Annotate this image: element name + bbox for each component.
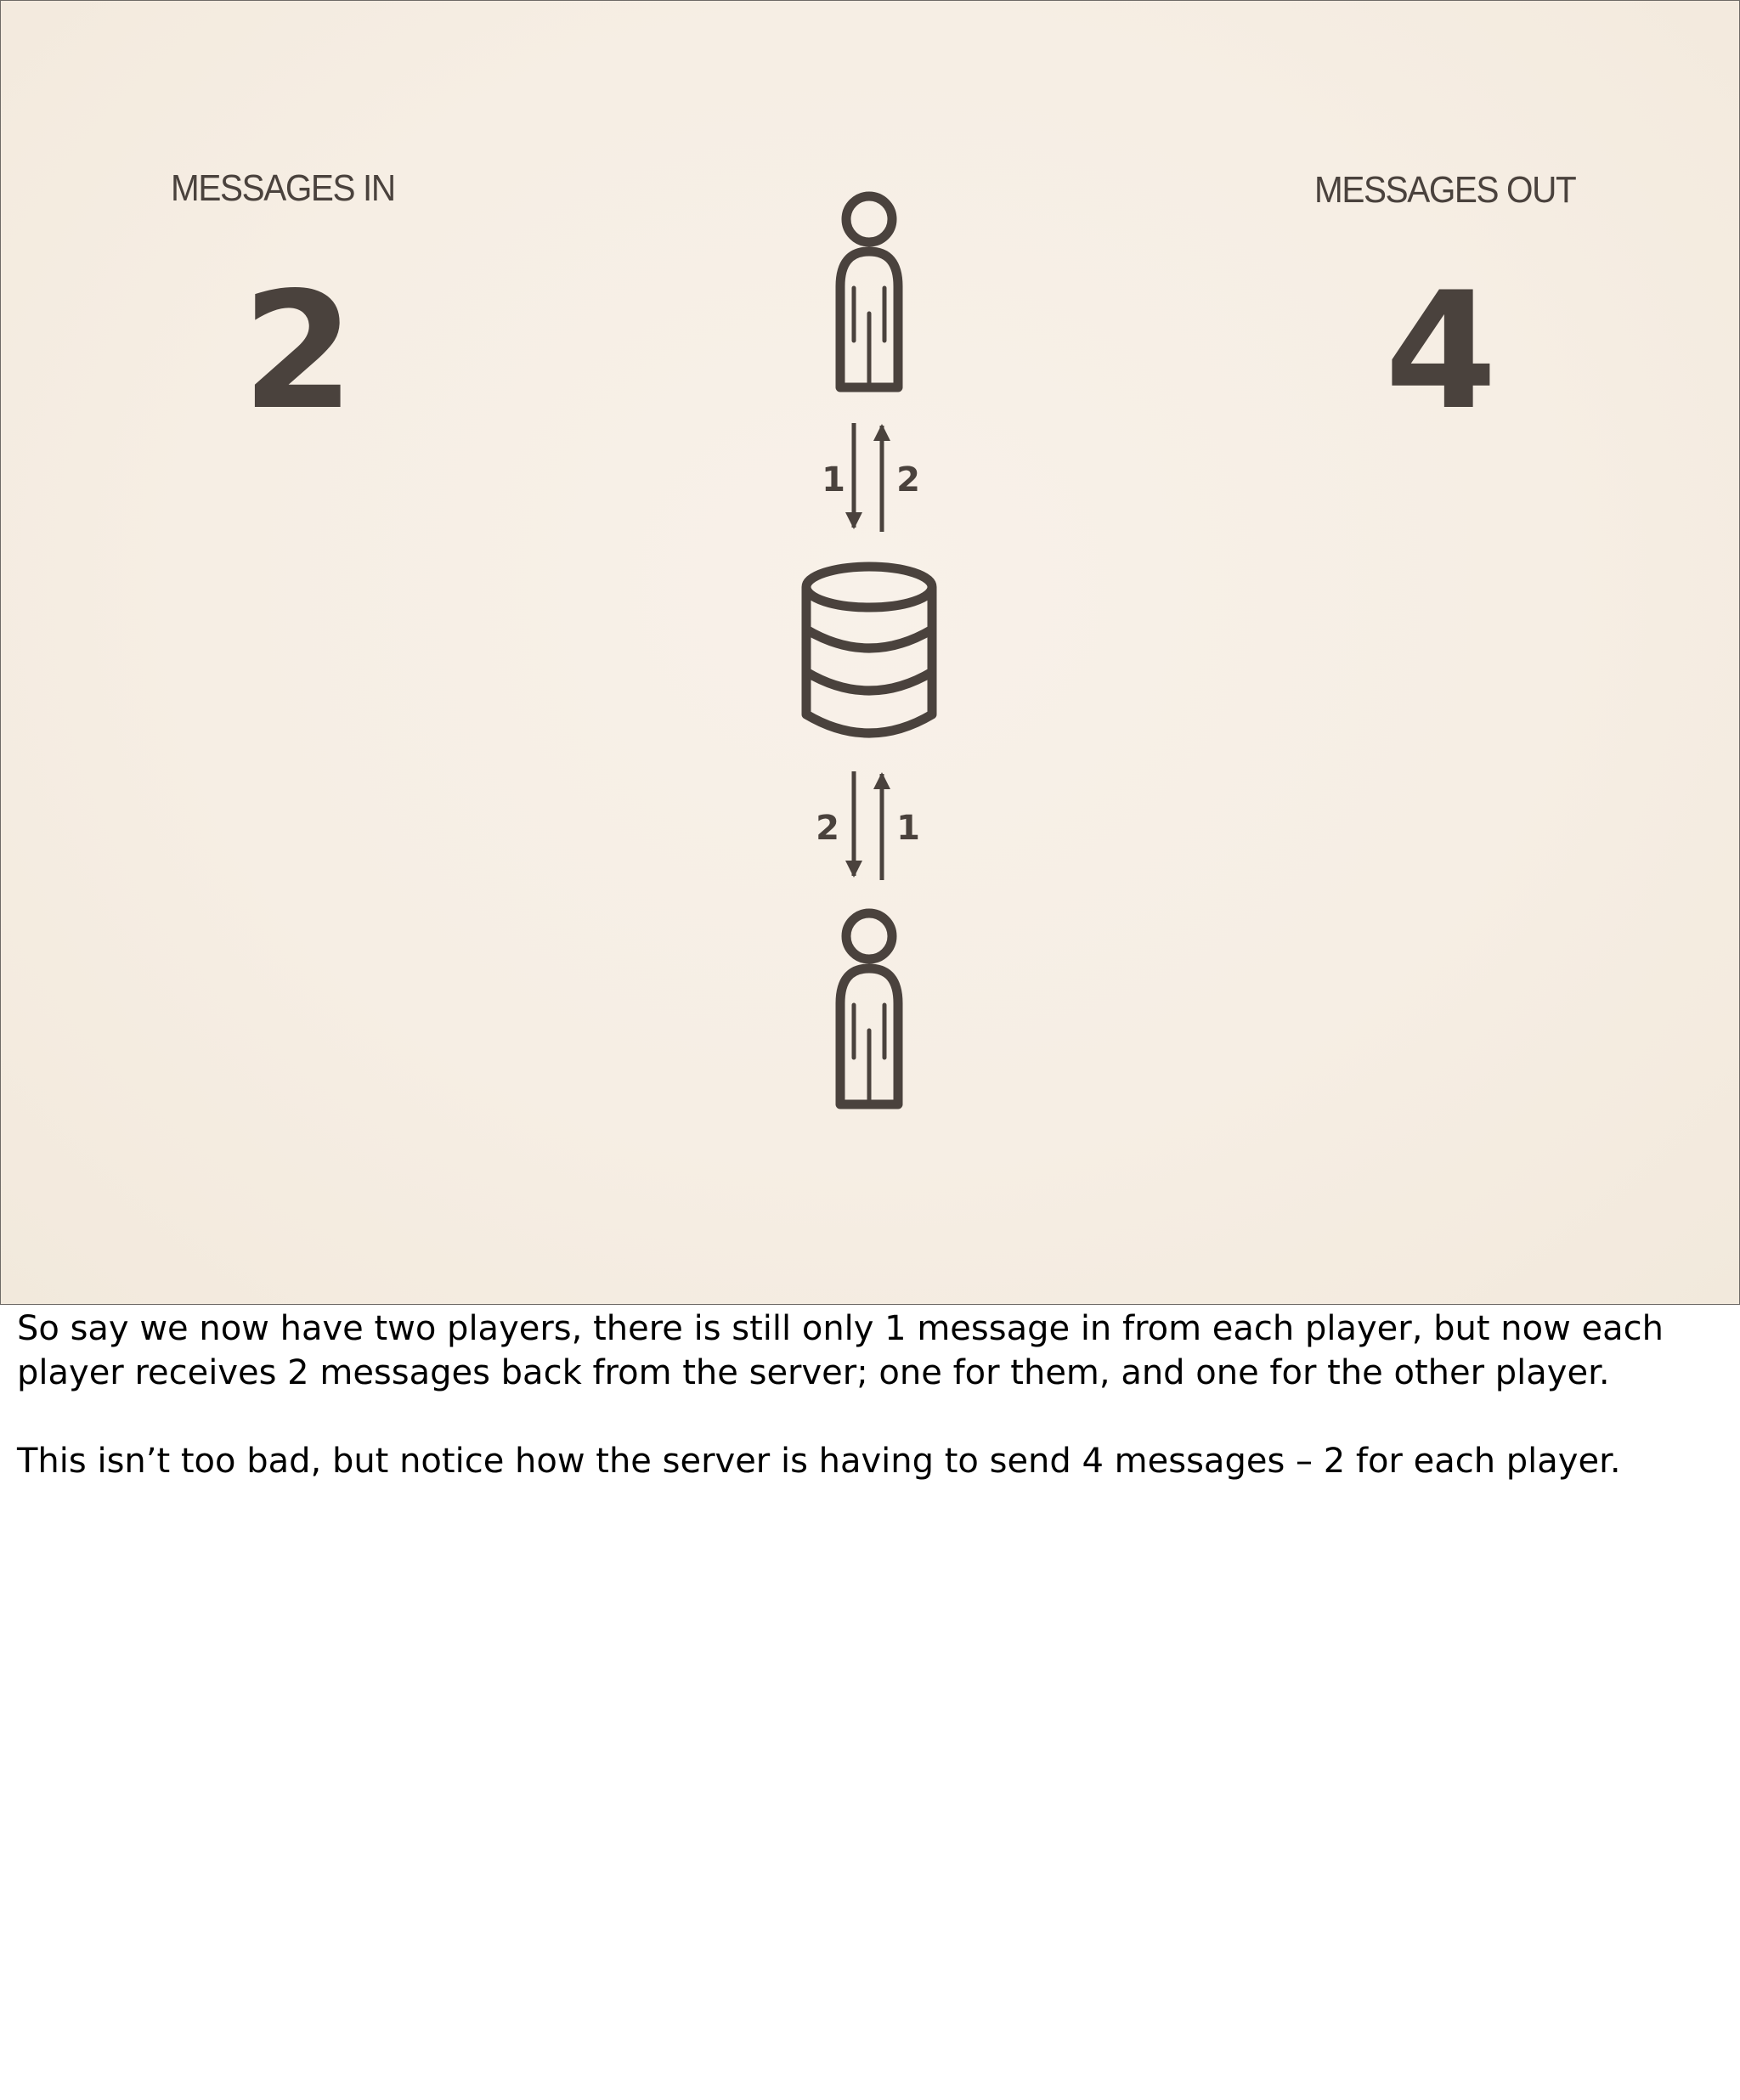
bottom-link-arrows	[816, 771, 920, 880]
notes-paragraph-2: This isn’t too bad, but notice how the server is having to send 4 messages – 2 for each player.	[17, 1442, 1621, 1481]
bottom-up-label: 1	[896, 809, 920, 848]
top-up-label: 2	[896, 460, 920, 500]
bottom-down-label: 2	[816, 809, 839, 848]
messages-out-label: MESSAGES OUT	[1314, 169, 1576, 211]
top-player-person-icon	[840, 196, 898, 387]
notes-paragraph-1: So say we now have two players, there is still only 1 message in from each player, but now each player receives 2 messages back from the server; one for them, and one for the other player.	[17, 1309, 1664, 1392]
top-link-arrows	[822, 423, 920, 532]
network-diagram	[1, 1, 1739, 1304]
messages-out-count: 4	[1384, 257, 1498, 445]
speaker-notes	[17, 1307, 1708, 1483]
server-database-icon	[806, 567, 932, 733]
messages-in-label: MESSAGES IN	[171, 167, 395, 209]
top-down-label: 1	[822, 460, 845, 500]
bottom-player-person-icon	[840, 913, 898, 1104]
messages-in-count: 2	[241, 257, 355, 445]
